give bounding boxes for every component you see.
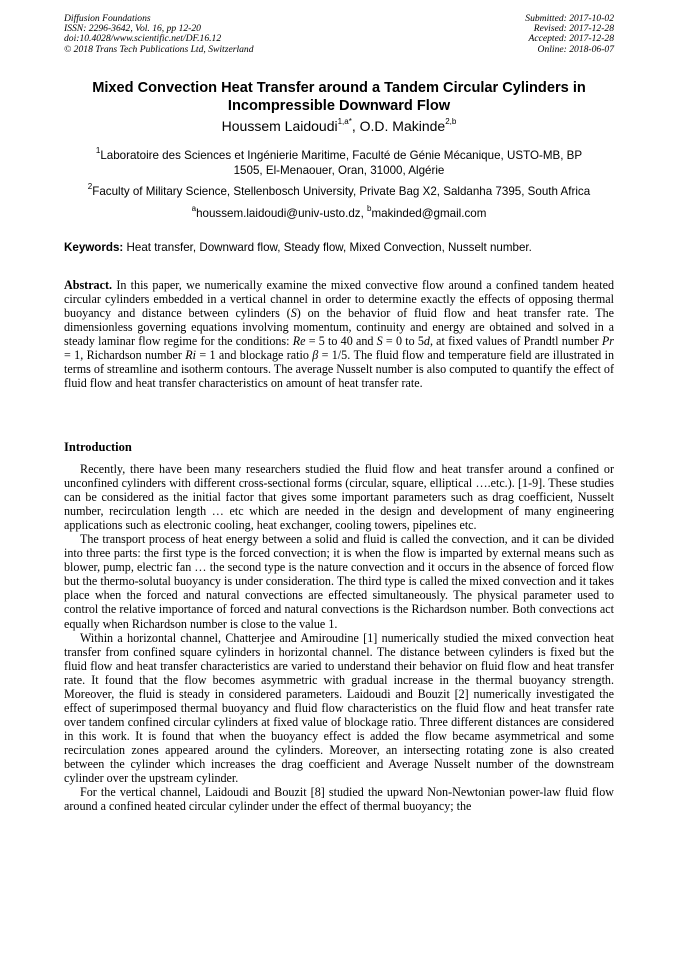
introduction-body [64, 462, 614, 813]
accepted-date: Accepted: 2017-12-28 [528, 33, 614, 45]
intro-paragraph-2: The transport process of heat energy between a solid and fluid is called the convection, and it can be divided into three parts: the first type is the forced convection; it is when the flow is imparted by external means such as blower, pump, electric fan … the second type is the nature convection and it occurs in the absence of forced flow but the thermo-solutal buoyancy is under consideration. The third type is called the mixed convection and it takes place when the forced and natural convections are effected simultaneously. The physical parameter used to control the relative importance of forced and natural convections is the Richardson number. Both convections act equally when Richardson number is close to the value 1. [64, 532, 614, 631]
abstract-paragraph [64, 278, 614, 390]
abstract-var-pr: Pr [601, 334, 614, 349]
intro-paragraph-4: For the vertical channel, Laidoudi and Bouzit [8] studied the upward Non-Newtonian power-law fluid flow around a confined heated circular cylinder under the effect of thermal buoyancy; the [64, 785, 614, 814]
submitted-date: Submitted: 2017-10-02 [525, 13, 614, 24]
title-line-2: Incompressible Downward Flow [227, 97, 451, 114]
introduction-heading: Introduction [64, 440, 132, 454]
abstract [64, 278, 614, 390]
title-line-1: Mixed Convection Heat Transfer around a Tandem Circular Cylinders in [92, 80, 586, 96]
email-b[interactable]: makinded@gmail.com [371, 207, 487, 220]
author-laidoudi-affil: 1,a* [337, 117, 352, 127]
intro-paragraph-1: Recently, there have been many researchers studied the fluid flow and heat transfer around a confined or unconfined cylinders with different cross-sectional forms (circular, square, elliptical ….etc.). [1-9]. These studies can be considered as the initial factor that gives some important parameters such as drag coefficient, Nusselt number, recirculation length … etc which are needed in the design and development of many engineering applications such as electronic cooling, heat exchanger, cooling towers, pipelines etc. [64, 462, 614, 533]
author-separator: , [351, 118, 360, 134]
abstract-var-beta: β [312, 348, 319, 363]
doi-line[interactable]: doi:10.4028/www.scientific.net/DF.16.12 [64, 33, 222, 45]
journal-name: Diffusion Foundations [64, 13, 151, 24]
paper-title [40, 80, 638, 115]
copyright-line: © 2018 Trans Tech Publications Ltd, Switzerland [64, 43, 254, 55]
abstract-text-7: = 1 and blockage ratio [196, 348, 313, 363]
journal-info [64, 14, 254, 55]
abstract-var-d: d [423, 334, 430, 349]
abstract-text-3: = 5 to 40 and [305, 334, 377, 349]
abstract-text-5: , at fixed values of Prandtl number [429, 334, 602, 349]
publication-dates [525, 14, 614, 55]
abstract-text-2: ) on the behavior of fluid flow and heat transfer rate. The dimensionless governing equations involving momentum, continuity and energy are obtained and solved in a steady laminar flow regime for the conditions: [64, 306, 614, 349]
abstract-var-re: Re [292, 334, 306, 349]
author-makinde-affil: 2,b [445, 117, 457, 127]
author-makinde: O.D. Makinde [359, 118, 446, 134]
email-a-marker: a [191, 204, 197, 214]
keywords-text: Heat transfer, Downward flow, Steady flow, Mixed Convection, Nusselt number. [123, 241, 532, 254]
abstract-var-s: S [290, 306, 297, 321]
email-b-marker: b [367, 204, 372, 214]
abstract-text-6: = 1, Richardson number [64, 348, 186, 363]
issn-line: ISSN: 2296-3642, Vol. 16, pp 12-20 [64, 23, 201, 35]
abstract-var-ri: Ri [185, 348, 197, 363]
affiliation-1-line-1: Laboratoire des Sciences et Ingénierie Maritime, Faculté de Génie Mécanique, USTO-MB, BP [100, 149, 583, 162]
affiliation-1-line-2: 1505, El-Menaouer, Oran, 31000, Algérie [233, 164, 445, 177]
abstract-text-4: = 0 to 5 [382, 334, 424, 349]
abstract-text-1: In this paper, we numerically examine the mixed convective flow around a confined tandem heated circular cylinders embedded in a vertical channel in order to determine exactly the effects of opposing thermal buoyancy and distance between cylinders ( [64, 278, 614, 321]
email-a[interactable]: houssem.laidoudi@univ-usto.dz, [196, 207, 368, 220]
online-date: Online: 2018-06-07 [537, 43, 614, 55]
affiliation-2 [50, 184, 628, 199]
author-list [40, 118, 638, 134]
revised-date: Revised: 2017-12-28 [533, 23, 614, 35]
abstract-var-s2: S [376, 334, 383, 349]
affiliation-1-marker: 1 [95, 146, 101, 156]
affiliation-1 [50, 148, 628, 178]
keywords [64, 240, 616, 255]
author-emails [40, 206, 638, 221]
keywords-label: Keywords: [64, 241, 124, 254]
author-laidoudi: Houssem Laidoudi [221, 118, 338, 134]
abstract-text-8: = 1/5. The fluid flow and temperature field are illustrated in terms of streamline and isotherm contours. The average Nusselt number is also computed to quantify the effect of fluid flow and heat transfer characteristics on amount of heat transfer rate. [64, 348, 614, 391]
affiliation-2-marker: 2 [87, 182, 93, 192]
intro-paragraph-3: Within a horizontal channel, Chatterjee and Amiroudine [1] numerically studied the mixed convection heat transfer from confined square cylinders in horizontal channel. The distance between cylinders is fixed but the fluid flow and heat transfer characteristics are varied to understand their behavior on fluid flow and heat transfer rate. It found that the flow becomes asymmetric with gradual increase in the thermal buoyancy strength. Moreover, the fluid is steady in considered parameters. Laidoudi and Bouzit [2] numerically investigated the effect of superimposed thermal buoyancy and fluid flow characteristics on the fluid flow and heat transfer rate over tandem confined circular cylinders at fixed value of blockage ratio. Three different distances are considered in this work. It is found that when the buoyancy effect is added the flow became asymmetrical and some recirculation zones appeared around the cylinders. Moreover, an intersecting rotating zone is also created between the cylinder which increases the drag coefficient and Average Nusselt number of the downstream cylinder over the upstream cylinder. [64, 630, 614, 786]
abstract-label: Abstract. [64, 278, 113, 292]
affiliation-2-text: Faculty of Military Science, Stellenbosch University, Private Bag X2, Saldanha 7395, South Africa [92, 185, 591, 198]
